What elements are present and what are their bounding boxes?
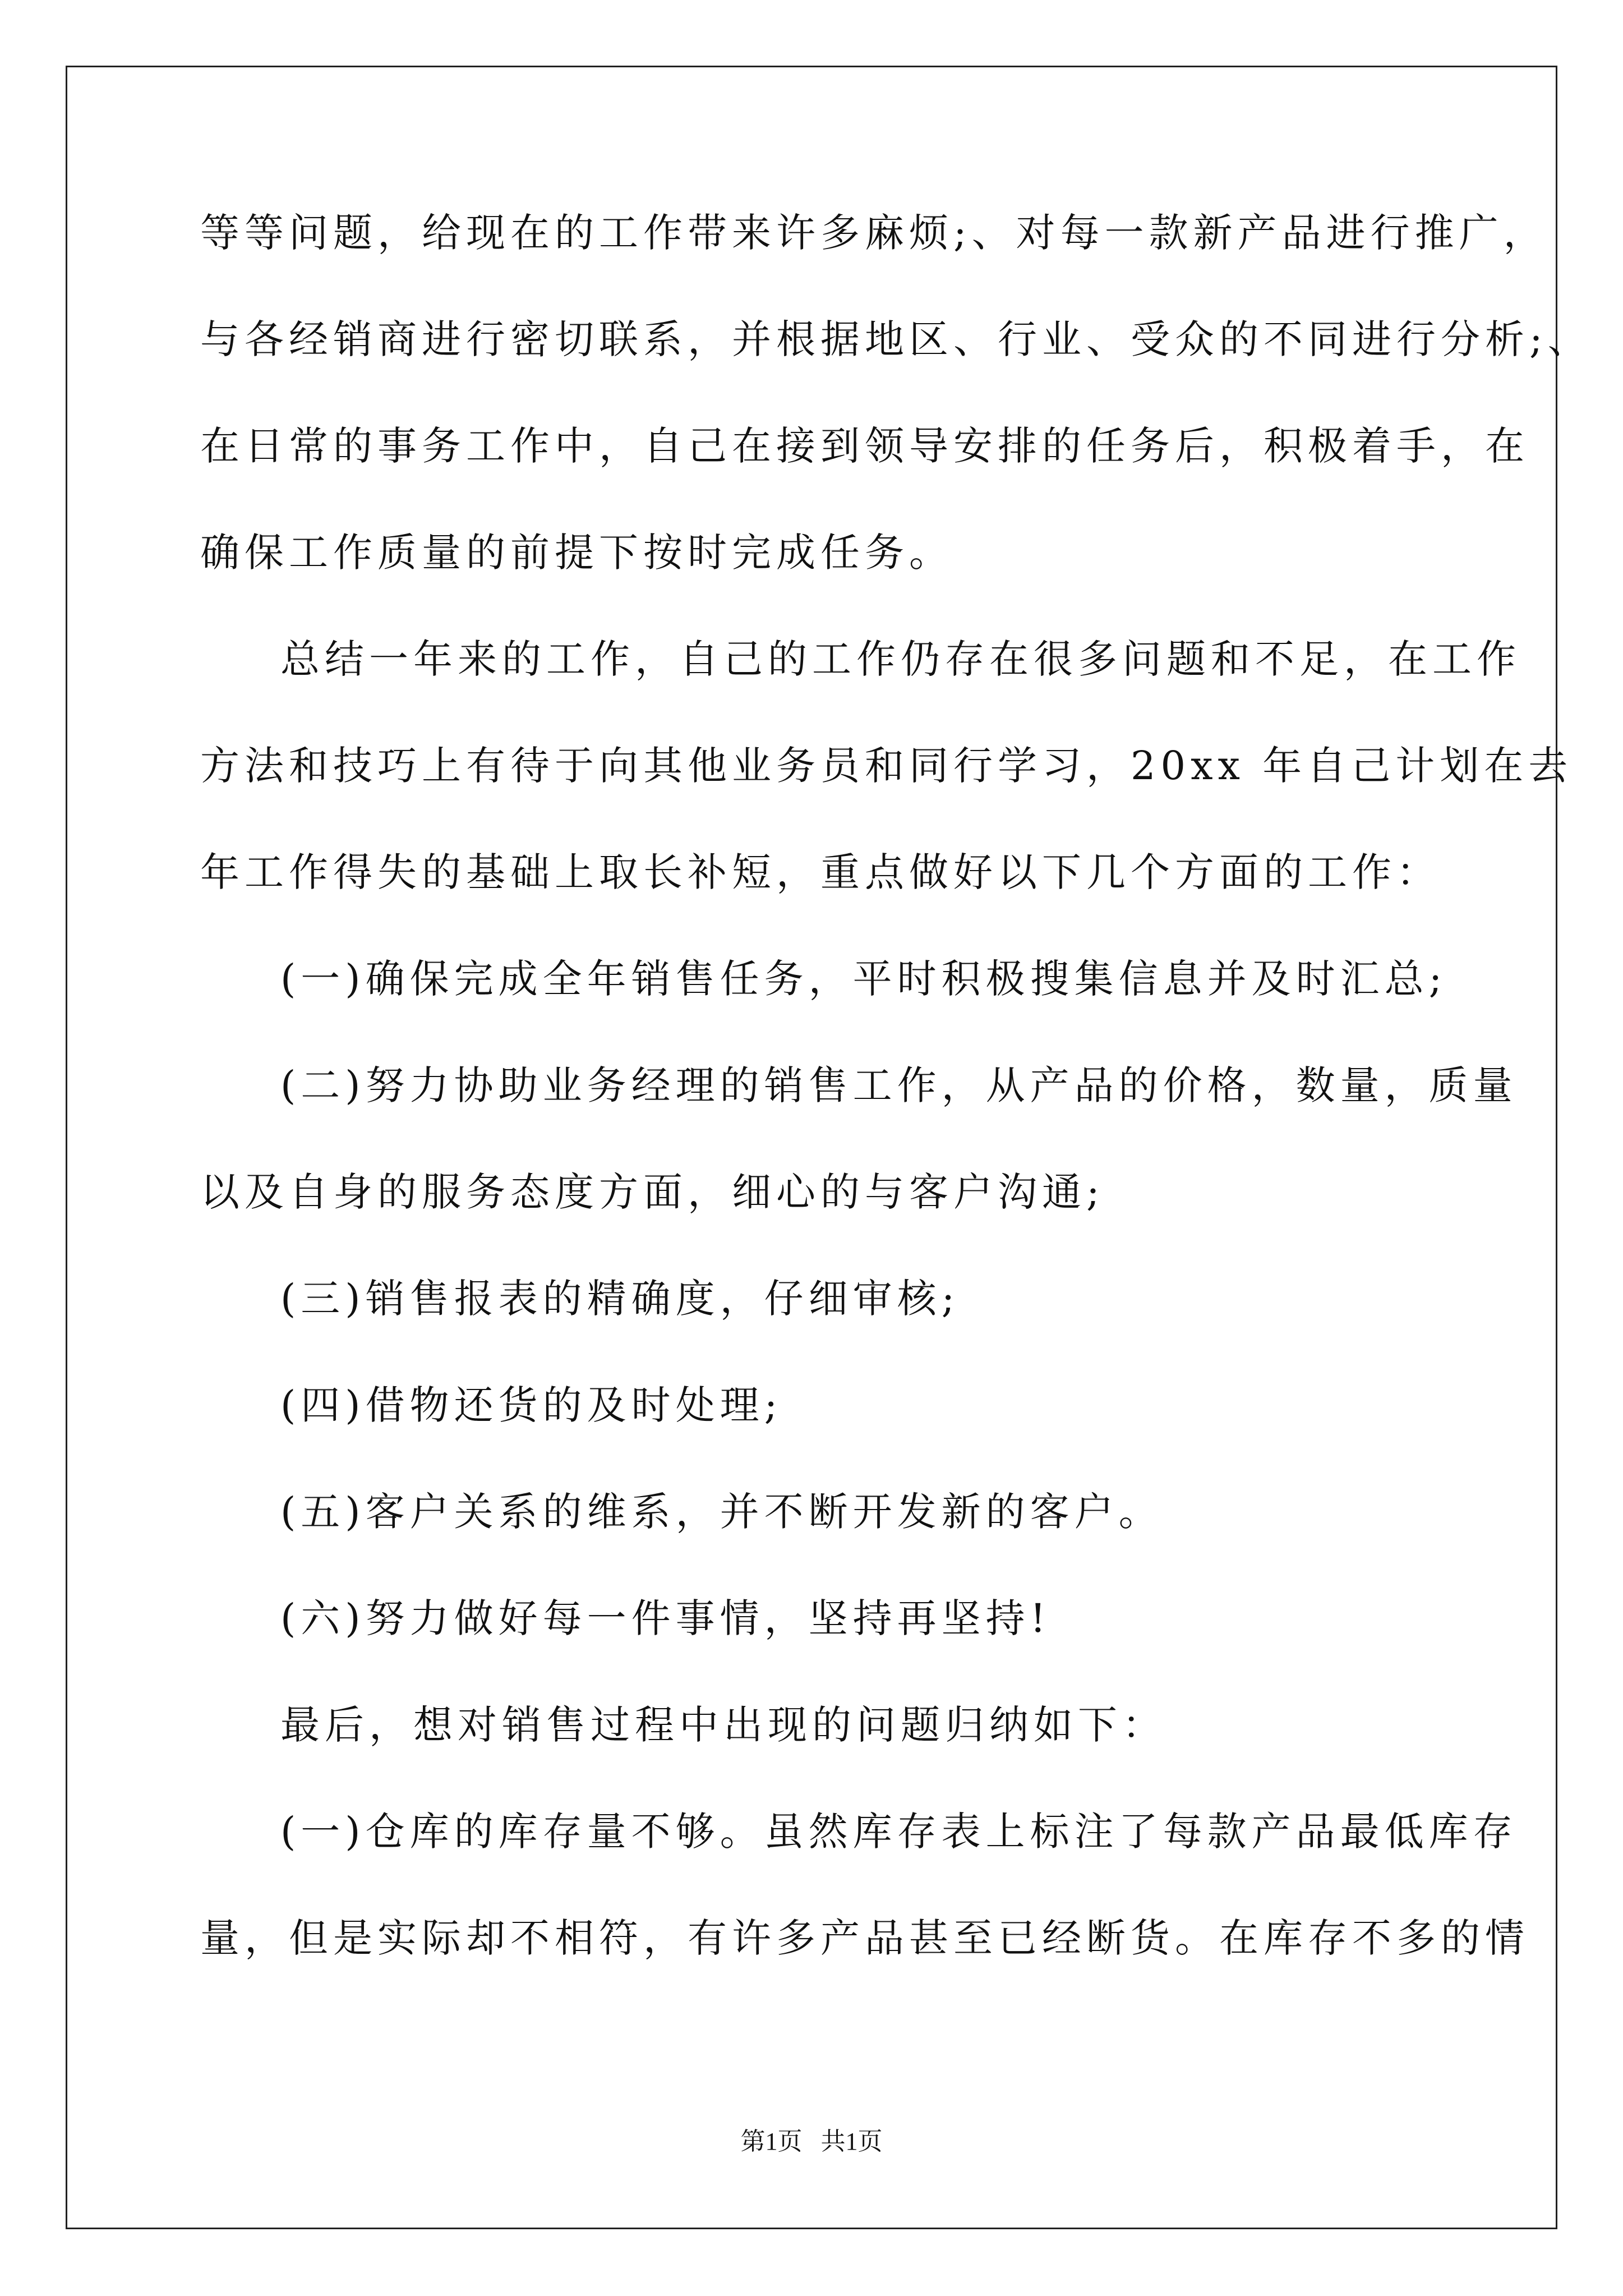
text-line: 总结一年来的工作，自己的工作仍存在很多问题和不足，在工作 [280, 636, 1521, 682]
text-line: (五)客户关系的维系，并不断开发新的客户。 [280, 1489, 1163, 1535]
text-line: (二)努力协助业务经理的销售工作，从产品的价格，数量，质量 [280, 1062, 1518, 1108]
text-line: 最后，想对销售过程中出现的问题归纳如下： [280, 1702, 1166, 1748]
text-line: 方法和技巧上有待于向其他业务员和同行学习，20xx 年自己计划在去 [200, 743, 1573, 789]
text-line: 在日常的事务工作中，自己在接到领导安排的任务后，积极着手，在 [200, 423, 1529, 469]
text-line: (三)销售报表的精确度，仔细审核; [280, 1276, 960, 1322]
text-line: (一)确保完成全年销售任务，平时积极搜集信息并及时汇总; [280, 956, 1447, 1002]
text-line: 确保工作质量的前提下按时完成任务。 [200, 530, 953, 576]
text-line: 等等问题，给现在的工作带来许多麻烦;、对每一款新产品进行推广， [200, 210, 1548, 256]
text-line: (一)仓库的库存量不够。虽然库存表上标注了每款产品最低库存 [280, 1809, 1518, 1855]
text-line: (四)借物还货的及时处理; [280, 1382, 783, 1428]
text-line: 量，但是实际却不相符，有许多产品甚至已经断货。在库存不多的情 [200, 1915, 1529, 1961]
text-line: (六)努力做好每一件事情，坚持再坚持! [280, 1595, 1051, 1641]
text-line: 年工作得失的基础上取长补短，重点做好以下几个方面的工作： [200, 849, 1441, 895]
text-line: 以及自身的服务态度方面，细心的与客户沟通; [200, 1169, 1105, 1215]
text-line: 与各经销商进行密切联系，并根据地区、行业、受众的不同进行分析;、 [200, 316, 1592, 362]
page-number-footer: 第1页 共1页 [740, 2128, 883, 2155]
page-border [66, 66, 1557, 2229]
